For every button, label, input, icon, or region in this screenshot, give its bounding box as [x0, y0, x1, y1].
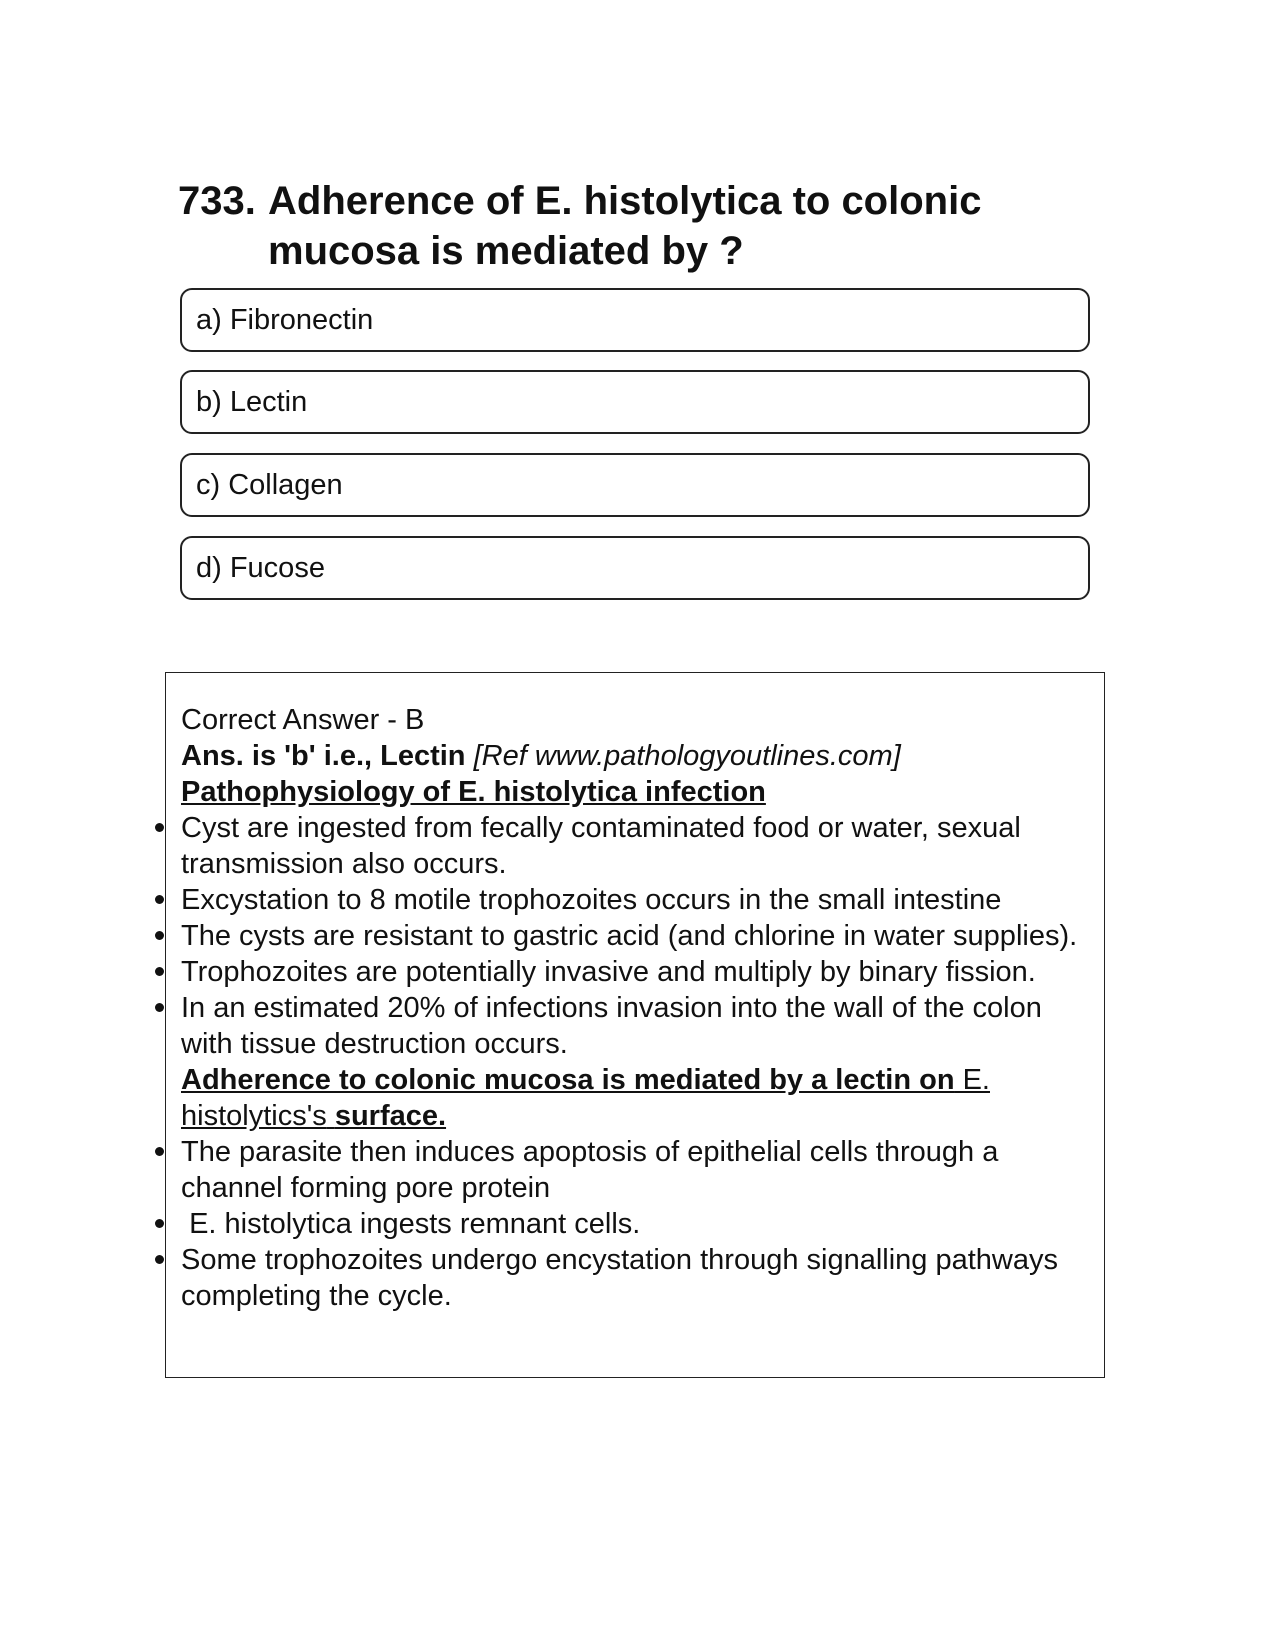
answer-bold: Ans. is 'b' i.e., Lectin [181, 740, 466, 772]
answer-line [181, 738, 1091, 774]
list-item: In an estimated 20% of infections invasion into the wall of the colon with tissue destruction occurs. [181, 990, 1091, 1062]
list-item: Excystation to 8 motile trophozoites occurs in the small intestine [181, 882, 1091, 918]
option-d[interactable]: d) Fucose [180, 536, 1090, 600]
list-item: The cysts are resistant to gastric acid (and chlorine in water supplies). [181, 918, 1091, 954]
correct-answer: Correct Answer - B [181, 704, 425, 736]
bullet-list-1 [181, 810, 1091, 1062]
list-item: The parasite then induces apoptosis of epithelial cells through a channel forming pore protein [181, 1134, 1091, 1206]
list-item: Cyst are ingested from fecally contaminated food or water, sexual transmission also occurs. [181, 810, 1091, 882]
question-number: 733. [178, 179, 256, 223]
question-text: Adherence of E. histolytica to colonic mucosa is mediated by ? [268, 179, 982, 273]
list-item: Some trophozoites undergo encystation through signalling pathways completing the cycle. [181, 1242, 1091, 1314]
bullet-list-2 [181, 1134, 1091, 1314]
highlight-paragraph [181, 1062, 1091, 1134]
list-item: E. histolytica ingests remnant cells. [181, 1206, 1091, 1242]
section-heading: Pathophysiology of E. histolytica infection [181, 776, 766, 808]
highlight-bold: Adherence to colonic mucosa is mediated by a lectin on [181, 1064, 955, 1096]
highlight-end: surface. [334, 1100, 447, 1132]
answer-content [181, 702, 1091, 1314]
question [178, 176, 1058, 276]
highlight-normal: E. histolytics's [181, 1064, 990, 1132]
option-b[interactable]: b) Lectin [180, 370, 1090, 434]
list-item: Trophozoites are potentially invasive and multiply by binary fission. [181, 954, 1091, 990]
option-c[interactable]: c) Collagen [180, 453, 1090, 517]
answer-reference: [Ref www.pathologyoutlines.com] [473, 740, 901, 772]
option-a[interactable]: a) Fibronectin [180, 288, 1090, 352]
